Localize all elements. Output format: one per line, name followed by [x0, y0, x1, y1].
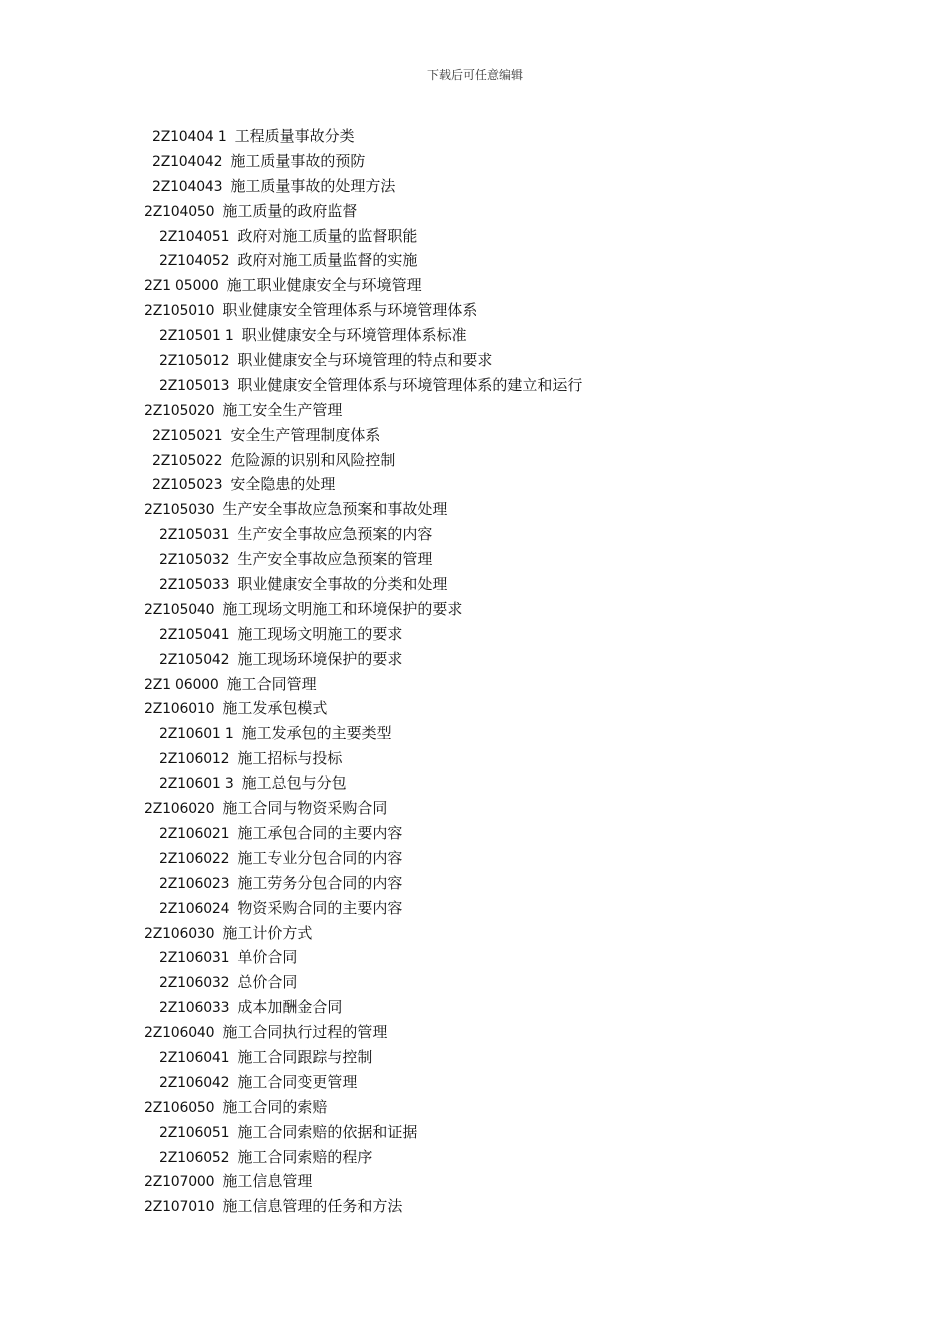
toc-code: 2Z104043	[152, 178, 223, 195]
toc-code: 2Z10601 1	[159, 726, 234, 743]
toc-title: 施工合同的索赔	[222, 1097, 328, 1116]
toc-code: 2Z106040	[144, 1025, 215, 1042]
toc-title: 施工招标与投标	[237, 749, 343, 768]
toc-title: 施工总包与分包	[241, 774, 347, 793]
toc-title: 施工合同索赔的程序	[237, 1147, 373, 1166]
toc-title: 政府对施工质量监督的实施	[237, 251, 418, 270]
toc-line	[144, 124, 582, 149]
toc-code: 2Z106023	[159, 875, 230, 892]
toc-line	[144, 373, 582, 398]
toc-title: 施工专业分包合同的内容	[237, 848, 403, 867]
toc-line	[144, 423, 582, 448]
toc-line	[144, 1120, 582, 1145]
toc-line	[144, 1020, 582, 1045]
toc-title: 安全生产管理制度体系	[230, 425, 381, 444]
toc-line	[144, 821, 582, 846]
toc-title: 职业健康安全与环境管理的特点和要求	[237, 351, 493, 370]
toc-line	[144, 472, 582, 497]
toc-line	[144, 522, 582, 547]
toc-code: 2Z105023	[152, 477, 223, 494]
toc-code: 2Z105030	[144, 502, 215, 519]
toc-title: 职业健康安全与环境管理体系标准	[241, 326, 467, 345]
toc-title: 施工合同跟踪与控制	[237, 1047, 373, 1066]
toc-title: 职业健康安全事故的分类和处理	[237, 575, 448, 594]
toc-code: 2Z105020	[144, 402, 215, 419]
toc-title: 施工合同管理	[226, 674, 317, 693]
toc-line	[144, 273, 582, 298]
toc-code: 2Z106031	[159, 950, 230, 967]
toc-title: 施工质量事故的处理方法	[230, 176, 396, 195]
toc-line	[144, 995, 582, 1020]
toc-code: 2Z106010	[144, 701, 215, 718]
toc-title: 施工合同索赔的依据和证据	[237, 1122, 418, 1141]
toc-line	[144, 771, 582, 796]
toc-code: 2Z106020	[144, 801, 215, 818]
toc-title: 施工信息管理的任务和方法	[222, 1197, 403, 1216]
toc-title: 总价合同	[237, 973, 298, 992]
toc-title: 施工合同变更管理	[237, 1072, 358, 1091]
toc-code: 2Z106024	[159, 900, 230, 917]
page-header: 下载后可任意编辑	[426, 68, 523, 82]
toc-line	[144, 572, 582, 597]
table-of-contents	[144, 124, 582, 1219]
toc-code: 2Z106041	[159, 1049, 230, 1066]
toc-line	[144, 945, 582, 970]
toc-code: 2Z105022	[152, 452, 223, 469]
toc-line	[144, 224, 582, 249]
toc-title: 施工计价方式	[222, 923, 313, 942]
toc-code: 2Z105032	[159, 552, 230, 569]
toc-line	[144, 796, 582, 821]
toc-code: 2Z106012	[159, 751, 230, 768]
toc-code: 2Z106033	[159, 1000, 230, 1017]
toc-code: 2Z10404 1	[152, 129, 227, 145]
toc-code: 2Z107000	[144, 1174, 215, 1191]
toc-code: 2Z105031	[159, 527, 230, 544]
toc-title: 施工承包合同的主要内容	[237, 823, 403, 842]
toc-code: 2Z107010	[144, 1199, 215, 1216]
toc-line	[144, 1194, 582, 1219]
toc-code: 2Z1 05000	[144, 278, 219, 295]
toc-line	[144, 871, 582, 896]
toc-line	[144, 323, 582, 348]
toc-title: 职业健康安全管理体系与环境管理体系的建立和运行	[237, 375, 583, 394]
toc-line	[144, 846, 582, 871]
toc-line	[144, 672, 582, 697]
toc-line	[144, 174, 582, 199]
toc-title: 施工信息管理	[222, 1172, 313, 1191]
toc-line	[144, 597, 582, 622]
toc-line	[144, 746, 582, 771]
toc-title: 施工安全生产管理	[222, 400, 343, 419]
toc-code: 2Z104051	[159, 228, 230, 245]
toc-line	[144, 1169, 582, 1194]
toc-code: 2Z10601 3	[159, 776, 234, 793]
toc-code: 2Z105012	[159, 353, 230, 370]
toc-title: 政府对施工质量的监督职能	[237, 226, 418, 245]
toc-title: 工程质量事故分类	[234, 127, 355, 145]
toc-title: 施工质量事故的预防	[230, 151, 366, 170]
toc-line	[144, 696, 582, 721]
toc-line	[144, 248, 582, 273]
toc-title: 安全隐患的处理	[230, 475, 336, 494]
toc-code: 2Z106030	[144, 925, 215, 942]
toc-line	[144, 647, 582, 672]
toc-title: 施工现场文明施工的要求	[237, 624, 403, 643]
toc-code: 2Z10501 1	[159, 328, 234, 345]
toc-line	[144, 398, 582, 423]
toc-title: 生产安全事故应急预案的管理	[237, 550, 433, 569]
toc-title: 成本加酬金合同	[237, 998, 343, 1017]
toc-line	[144, 1145, 582, 1170]
toc-line	[144, 896, 582, 921]
toc-line	[144, 721, 582, 746]
toc-title: 生产安全事故应急预案的内容	[237, 525, 433, 544]
toc-title: 职业健康安全管理体系与环境管理体系	[222, 301, 478, 320]
toc-code: 2Z106021	[159, 825, 230, 842]
toc-code: 2Z106022	[159, 850, 230, 867]
toc-line	[144, 298, 582, 323]
toc-line	[144, 970, 582, 995]
toc-title: 危险源的识别和风险控制	[230, 450, 396, 469]
toc-line	[144, 1045, 582, 1070]
toc-line	[144, 348, 582, 373]
toc-line	[144, 921, 582, 946]
toc-code: 2Z105013	[159, 377, 230, 394]
toc-code: 2Z106032	[159, 975, 230, 992]
toc-title: 施工现场文明施工和环境保护的要求	[222, 599, 463, 618]
toc-code: 2Z104050	[144, 203, 215, 220]
toc-title: 施工现场环境保护的要求	[237, 649, 403, 668]
toc-title: 施工职业健康安全与环境管理	[226, 276, 422, 295]
toc-code: 2Z105040	[144, 601, 215, 618]
toc-code: 2Z106052	[159, 1149, 230, 1166]
toc-title: 施工质量的政府监督	[222, 201, 358, 220]
toc-title: 施工劳务分包合同的内容	[237, 873, 403, 892]
toc-code: 2Z104052	[159, 253, 230, 270]
toc-code: 2Z106050	[144, 1099, 215, 1116]
toc-line	[144, 199, 582, 224]
toc-line	[144, 448, 582, 473]
toc-code: 2Z105010	[144, 303, 215, 320]
toc-code: 2Z105041	[159, 626, 230, 643]
toc-code: 2Z105021	[152, 427, 223, 444]
toc-title: 施工合同执行过程的管理	[222, 1023, 388, 1042]
toc-code: 2Z106051	[159, 1124, 230, 1141]
toc-line	[144, 547, 582, 572]
toc-title: 施工合同与物资采购合同	[222, 799, 388, 818]
toc-line	[144, 149, 582, 174]
toc-code: 2Z104042	[152, 153, 223, 170]
toc-title: 单价合同	[237, 948, 298, 967]
toc-code: 2Z1 06000	[144, 676, 219, 693]
toc-code: 2Z105033	[159, 577, 230, 594]
toc-title: 施工发承包的主要类型	[241, 724, 392, 743]
toc-line	[144, 1095, 582, 1120]
toc-title: 施工发承包模式	[222, 699, 328, 718]
toc-title: 生产安全事故应急预案和事故处理	[222, 500, 448, 519]
toc-code: 2Z105042	[159, 651, 230, 668]
toc-line	[144, 497, 582, 522]
toc-title: 物资采购合同的主要内容	[237, 898, 403, 917]
toc-code: 2Z106042	[159, 1074, 230, 1091]
toc-line	[144, 622, 582, 647]
toc-line	[144, 1070, 582, 1095]
